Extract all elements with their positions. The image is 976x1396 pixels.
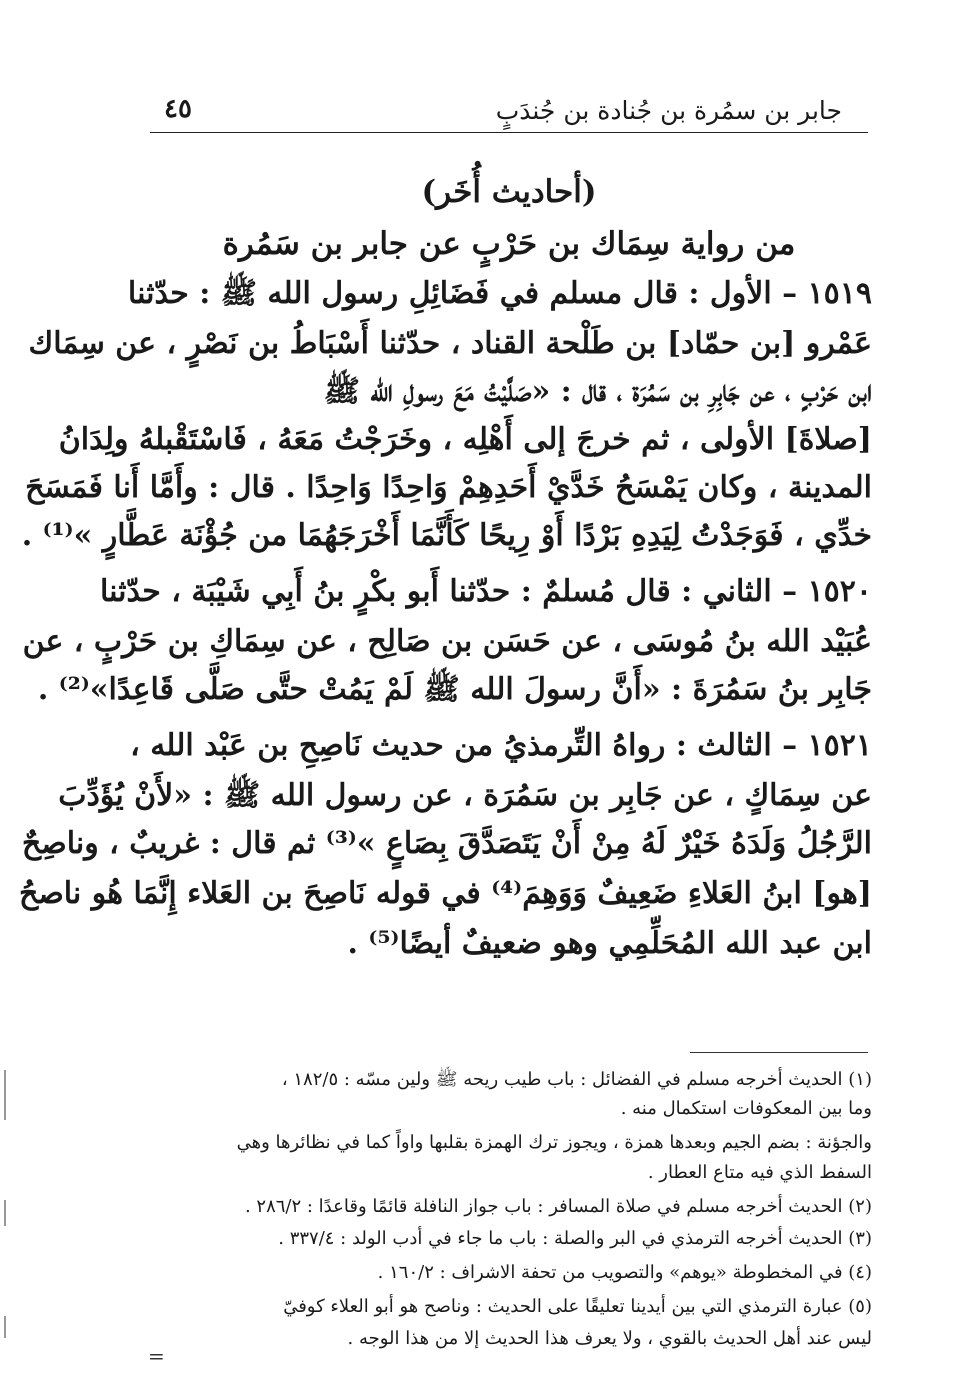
body-line: [صلاةَ] الأولى ، ثم خرجَ إلى أَهْلِه ، وخَرَجْتُ مَعَهُ ، فَاسْتَقْبلهُ ولِدَانُ (58, 422, 872, 457)
footnote-line: (٤) في المخطوطة «يوهم» والتصويب من تحفة الاشراف : ١٦٠/٢ . (377, 1262, 872, 1283)
subsection-heading: من رواية سِمَاك بن حَرْبٍ عن جابر بن سَمُرة (222, 226, 796, 262)
edge-mark: = (148, 1344, 165, 1368)
scan-margin-mark (4, 1070, 6, 1120)
body-line: عن سِمَاكٍ ، عن جَابِر بن سَمُرَة ، عن رسول الله ﷺ : «لأَنْ يُؤَدِّبَ (58, 778, 872, 813)
footnote-line: ليس عند أهل الحديث بالقوي ، ولا يعرف هذا الحديث إلا من هذا الوجه . (347, 1328, 872, 1349)
body-line: ابن حَرْبٍ ، عن جَابِرِ بن سَمُرَة ، قال : «صَلَّيْتُ مَعَ رسولِ الله ﷺ (323, 374, 872, 409)
footnote-line: السفط الذي فيه متاع العطار . (647, 1162, 872, 1183)
body-line: المدينة ، وكان يَمْسَحُ خَدَّيْ أَحَدِهِمْ وَاحِدًا وَاحِدًا . قال : وأَمَّا أَنا فَمَسَحَ (25, 470, 872, 505)
footnote-line: وما بين المعكوفات استكمال منه . (620, 1098, 872, 1119)
footnote-line: والجؤنة : بضم الجيم وبعدها همزة ، ويجوز ترك الهمزة بقلبها واواً كما في نظائرها وهي (236, 1132, 872, 1153)
body-line: جَابِر بنُ سَمُرَةَ : «أَنَّ رسولَ الله ﷺ لَمْ يَمُتْ حتَّى صَلَّى قَاعِدًا»⁽²⁾ . (37, 672, 872, 707)
footnote-line: (٣) الحديث أخرجه الترمذي في البر والصلة : باب ما جاء في أدب الولد : ٣٣٧/٤ . (278, 1228, 872, 1249)
body-line: ١٥١٩ – الأول : قال مسلم في فَضَائِلِ رسول الله ﷺ : حدّثنا (127, 276, 872, 311)
page-header (150, 92, 868, 133)
footnote-separator (690, 1052, 868, 1053)
body-line: خدِّي ، فَوَجَدْتُ لِيَدِهِ بَرْدًا أَوْ رِيحًا كَأَنَّمَا أَخْرَجَهُمَا من جُؤْنَة عَطَّارٍ »⁽¹⁾ . (21, 518, 872, 553)
footnote-line: (٢) الحديث أخرجه مسلم في صلاة المسافر : باب جواز النافلة قائمًا وقاعدًا : ٢٨٦/٢ . (244, 1196, 872, 1217)
body-line: عُبَيْد الله بنُ مُوسَى ، عن حَسَن بن صَالِح ، عن سِمَاكِ بن حَرْبٍ ، عن (22, 624, 872, 659)
running-title: جابر بن سمُرة بن جُنادة بن جُندَبٍ (495, 96, 842, 125)
body-line: عَمْرو [بن حمّاد] بن طَلْحة القناد ، حدّثنا أَسْبَاطُ بن نَصْرٍ ، عن سِمَاك (28, 326, 872, 361)
footnote-line: (٥) عبارة الترمذي التي بين أيدينا تعليقًا على الحديث : وناصح هو أبو العلاء كوفيّ (283, 1296, 872, 1317)
scan-margin-mark (4, 1316, 6, 1338)
body-line: ١٥٢١ – الثالث : رواهُ التِّرمذيُ من حديث نَاصِحِ بن عَبْد الله ، (130, 728, 872, 763)
scan-margin-mark (4, 1200, 6, 1226)
section-heading: (أحاديث أُخَر) (421, 174, 597, 210)
footnote-line: (١) الحديث أخرجه مسلم في الفضائل : باب طيب ريحه ﷺ ولين مسّه : ١٨٢/٥ ، (281, 1069, 872, 1090)
body-line: ١٥٢٠ – الثاني : قال مُسلمٌ : حدّثنا أَبو بكْرٍ بنُ أَبِي شَيْبَة ، حدّثنا (99, 574, 872, 609)
body-line: الرَّجُلُ وَلَدَهُ خَيْرٌ لَهُ مِنْ أَنْ يَتَصَدَّقَ بِصَاعٍ »⁽³⁾ ثم قال : غريبٌ ، وناصِحٌ (21, 826, 872, 861)
page-number: ٤٥ (164, 94, 192, 124)
body-line: [هو] ابنُ العَلاءِ ضَعِيفٌ وَوَهِمَ⁽⁴⁾ في قوله نَاصِحَ بن العَلاء إِنَّمَا هُو ناصحُ (18, 876, 872, 911)
body-line: ابن عبد الله المُحَلِّمِي وهو ضعيفٌ أيضًا⁽⁵⁾ . (347, 926, 872, 961)
